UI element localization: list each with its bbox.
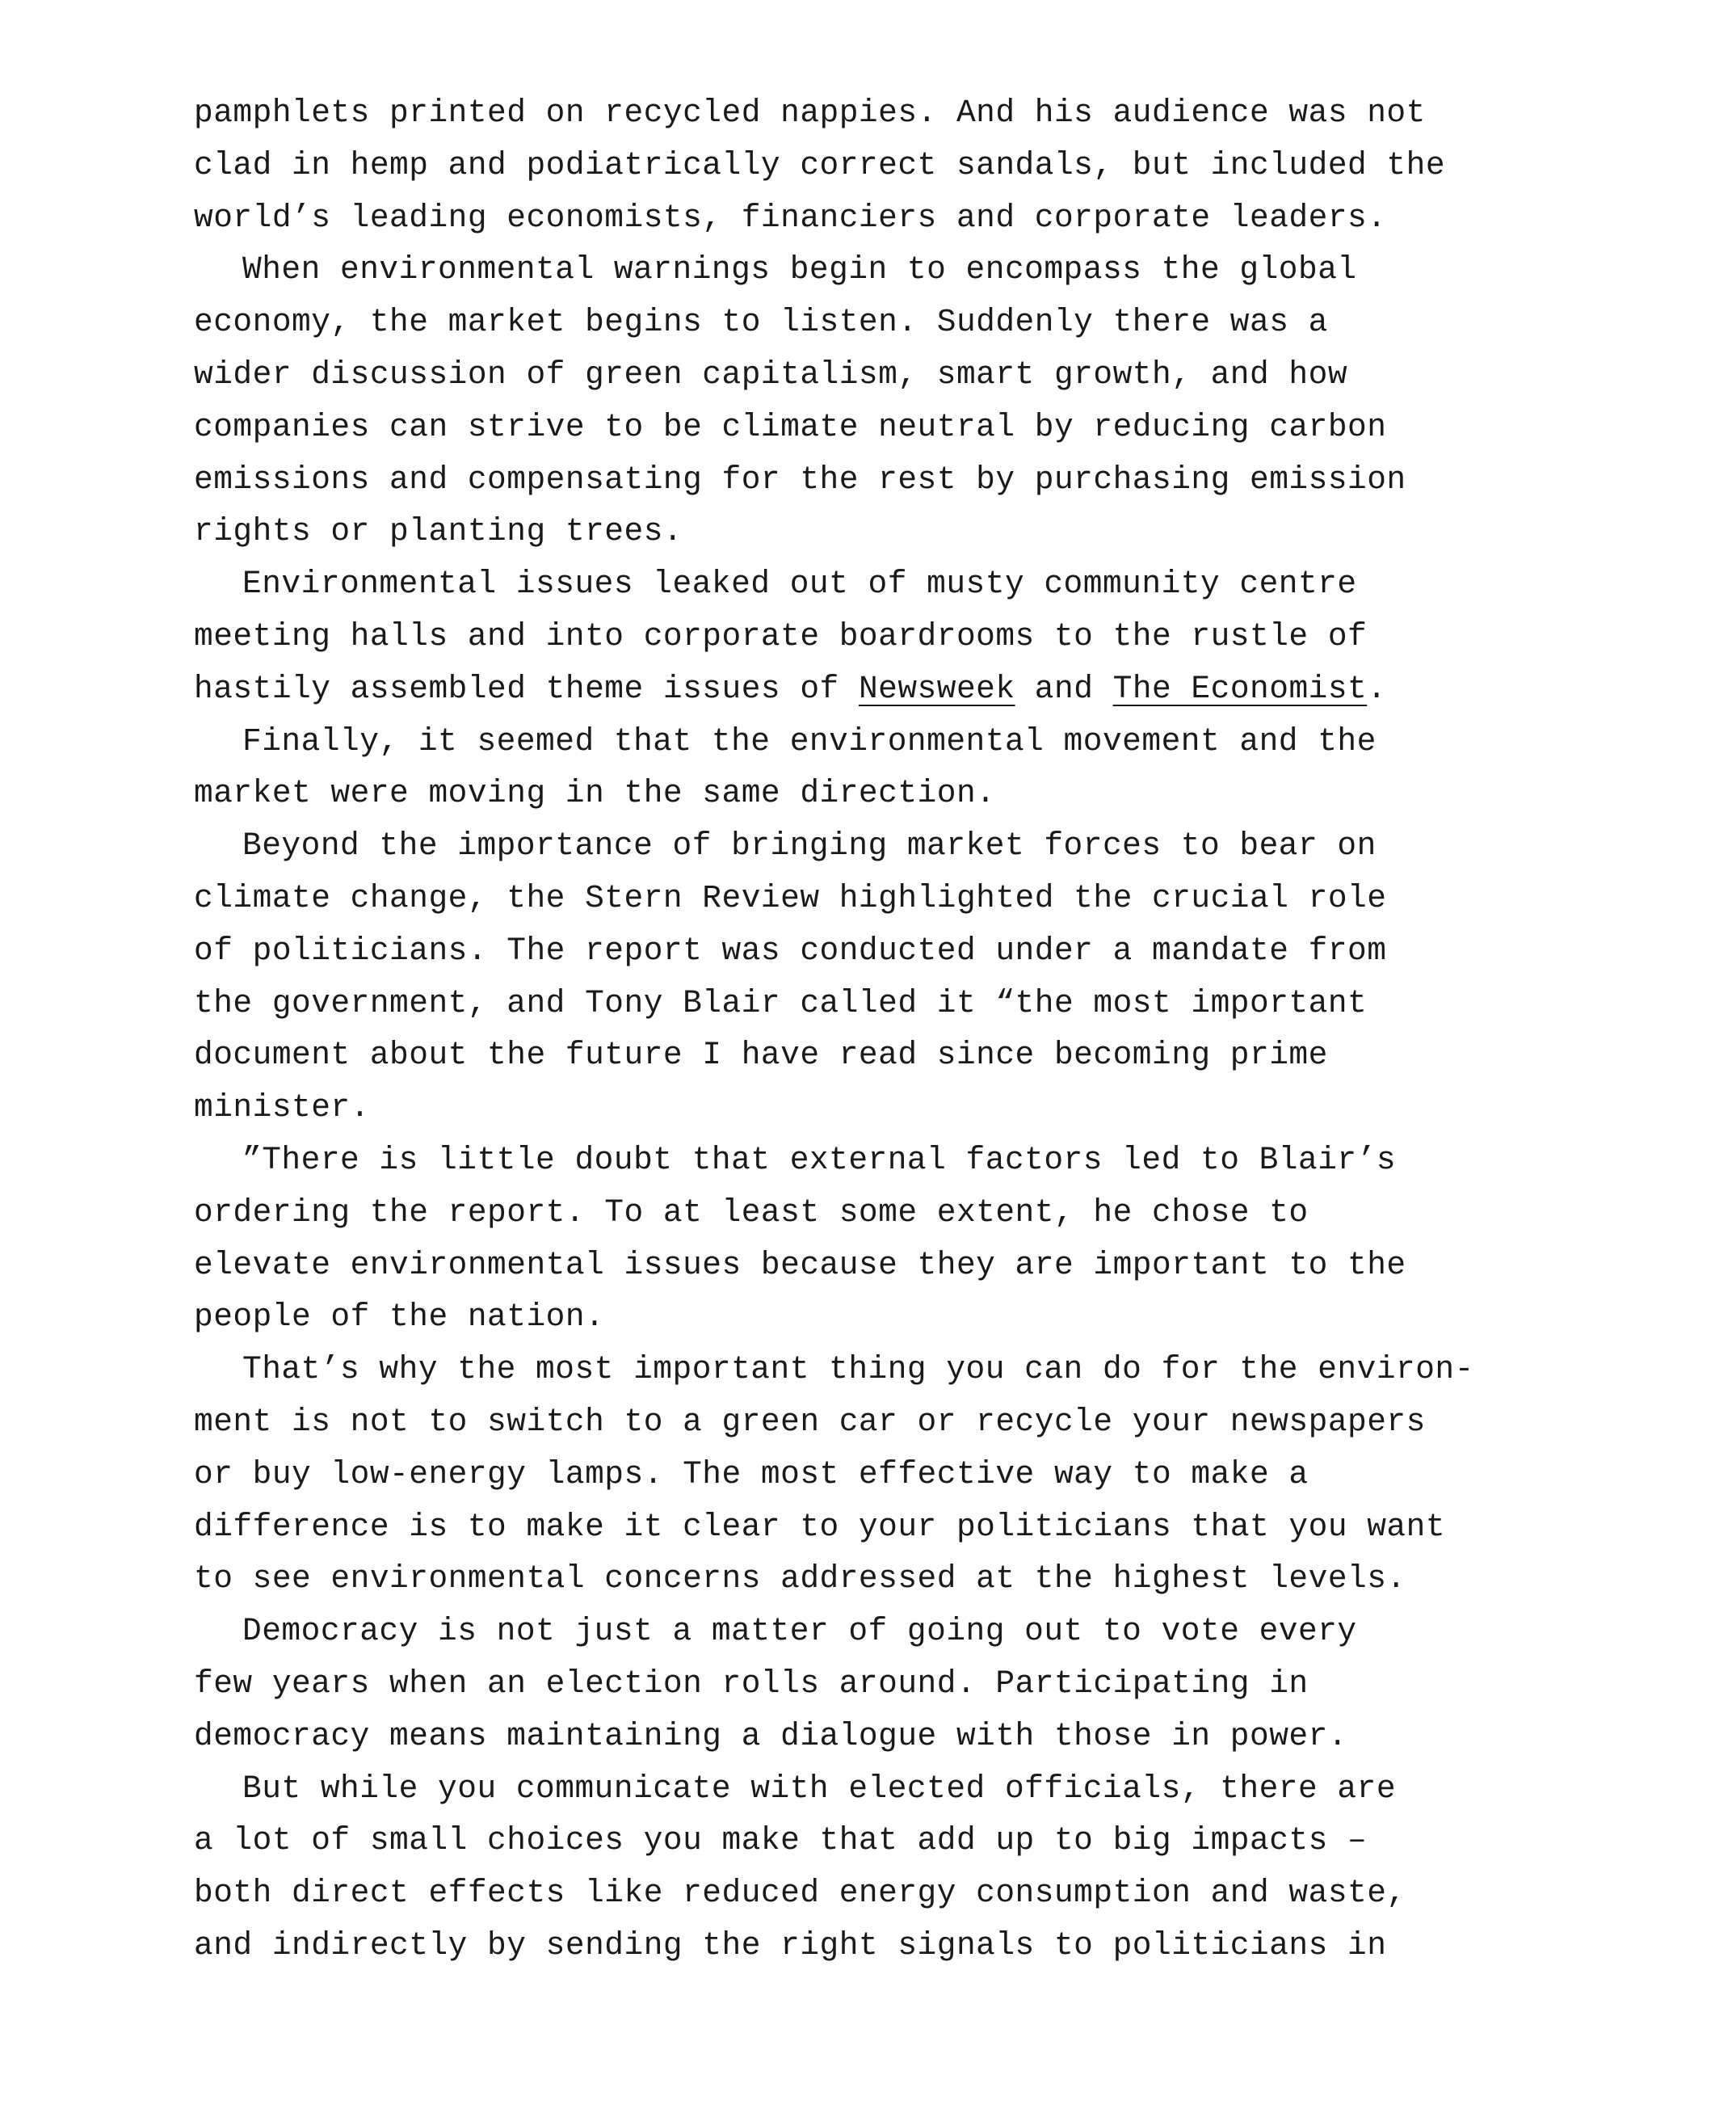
text-line: climate change, the Stern Review highlighted the crucial role <box>194 879 1387 916</box>
text-segment: and <box>1015 670 1113 707</box>
text-line: few years when an election rolls around. Participating in <box>194 1665 1309 1702</box>
text-line: wider discussion of green capitalism, smart growth, and how <box>194 356 1348 393</box>
text-line: and indirectly by sending the right signals to politicians in <box>194 1926 1387 1964</box>
text-line: a lot of small choices you make that add up to big impacts – <box>194 1822 1368 1859</box>
text-line: world’s leading economists, financiers and corporate leaders. <box>194 199 1387 236</box>
text-line: emissions and compensating for the rest by purchasing emission <box>194 461 1406 498</box>
text-line: the government, and Tony Blair called it “the most important <box>194 984 1368 1021</box>
text-line-with-titles <box>194 663 1575 716</box>
text-line: elevate environmental issues because they are important to the <box>194 1246 1406 1283</box>
text-line: document about the future I have read since becoming prime <box>194 1037 1328 1074</box>
text-line: meeting halls and into corporate boardrooms to the rustle of <box>194 617 1368 655</box>
text-segment: . <box>1367 670 1387 707</box>
paragraph-start-line: When environmental warnings begin to encompass the global <box>242 251 1357 288</box>
text-line: democracy means maintaining a dialogue with those in power. <box>194 1717 1348 1754</box>
publication-title-the-economist: The Economist <box>1112 670 1368 707</box>
paragraph-start-line: Beyond the importance of bringing market forces to bear on <box>242 827 1377 865</box>
text-line: market were moving in the same direction. <box>194 775 996 812</box>
text-line: economy, the market begins to listen. Suddenly there was a <box>194 304 1328 341</box>
paragraph-start-line: ”There is little doubt that external factors led to Blair’s <box>242 1141 1397 1178</box>
paragraph-start-line: Environmental issues leaked out of musty community centre <box>242 566 1357 603</box>
paragraph-start-line: But while you communicate with elected officials, there are <box>242 1770 1397 1807</box>
body-text <box>194 87 1575 1972</box>
text-line: to see environmental concerns addressed at the highest levels. <box>194 1560 1406 1598</box>
text-segment: hastily assembled theme issues of <box>194 670 859 707</box>
text-line: rights or planting trees. <box>194 513 683 550</box>
text-line: people of the nation. <box>194 1299 605 1336</box>
text-line: companies can strive to be climate neutral by reducing carbon <box>194 408 1387 445</box>
text-line: minister. <box>194 1089 370 1126</box>
text-line: clad in hemp and podiatrically correct sandals, but included the <box>194 146 1446 183</box>
text-line: both direct effects like reduced energy consumption and waste, <box>194 1875 1406 1912</box>
text-line: ordering the report. To at least some extent, he chose to <box>194 1193 1309 1231</box>
text-line: difference is to make it clear to your politicians that you want <box>194 1508 1446 1545</box>
text-line: or buy low-energy lamps. The most effective way to make a <box>194 1455 1309 1492</box>
paragraph-start-line: That’s why the most important thing you can do for the environ- <box>242 1351 1474 1388</box>
text-line: pamphlets printed on recycled nappies. And his audience was not <box>194 95 1426 131</box>
text-line: ment is not to switch to a green car or recycle your newspapers <box>194 1403 1426 1440</box>
paragraph-start-line: Finally, it seemed that the environmental movement and the <box>242 722 1377 760</box>
paragraph-start-line: Democracy is not just a matter of going out to vote every <box>242 1613 1357 1650</box>
publication-title-newsweek: Newsweek <box>858 670 1015 707</box>
text-line: of politicians. The report was conducted under a mandate from <box>194 932 1387 969</box>
